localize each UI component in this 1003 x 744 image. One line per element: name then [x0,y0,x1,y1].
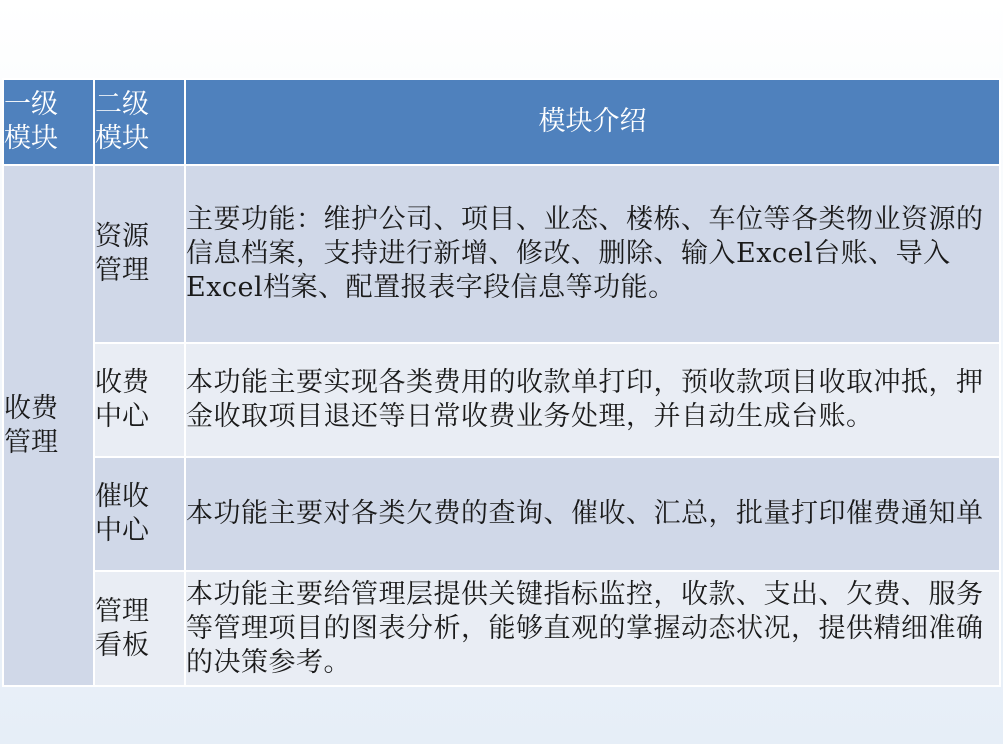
module-name-fee-center: 收费 中心 [94,343,185,457]
header-module-intro: 模块介绍 [185,79,1000,165]
module-desc-collection-center: 本功能主要对各类欠费的查询、催收、汇总，批量打印催费通知单 [185,457,1000,571]
module-name-resource-management: 资源 管理 [94,165,185,343]
module-table [2,78,1001,687]
table-row [3,571,1000,686]
module-desc-resource-management: 主要功能：维护公司、项目、业态、楼栋、车位等各类物业资源的信息档案，支持进行新增、修改、删除、输入Excel台账、导入Excel档案、配置报表字段信息等功能。 [185,165,1000,343]
table-row [3,457,1000,571]
table-row [3,343,1000,457]
header-level1-module: 一级 模块 [3,79,94,165]
header-level2-module: 二级 模块 [94,79,185,165]
module-desc-fee-center: 本功能主要实现各类费用的收款单打印，预收款项目收取冲抵，押金收取项目退还等日常收费业务处理，并自动生成台账。 [185,343,1000,457]
header-row [3,79,1000,165]
module-desc-management-board: 本功能主要给管理层提供关键指标监控，收款、支出、欠费、服务等管理项目的图表分析，能够直观的掌握动态状况，提供精细准确的决策参考。 [185,571,1000,686]
module-name-management-board: 管理 看板 [94,571,185,686]
table-row [3,165,1000,343]
module-name-collection-center: 催收 中心 [94,457,185,571]
group-cell-fee-management: 收费 管理 [3,165,94,686]
